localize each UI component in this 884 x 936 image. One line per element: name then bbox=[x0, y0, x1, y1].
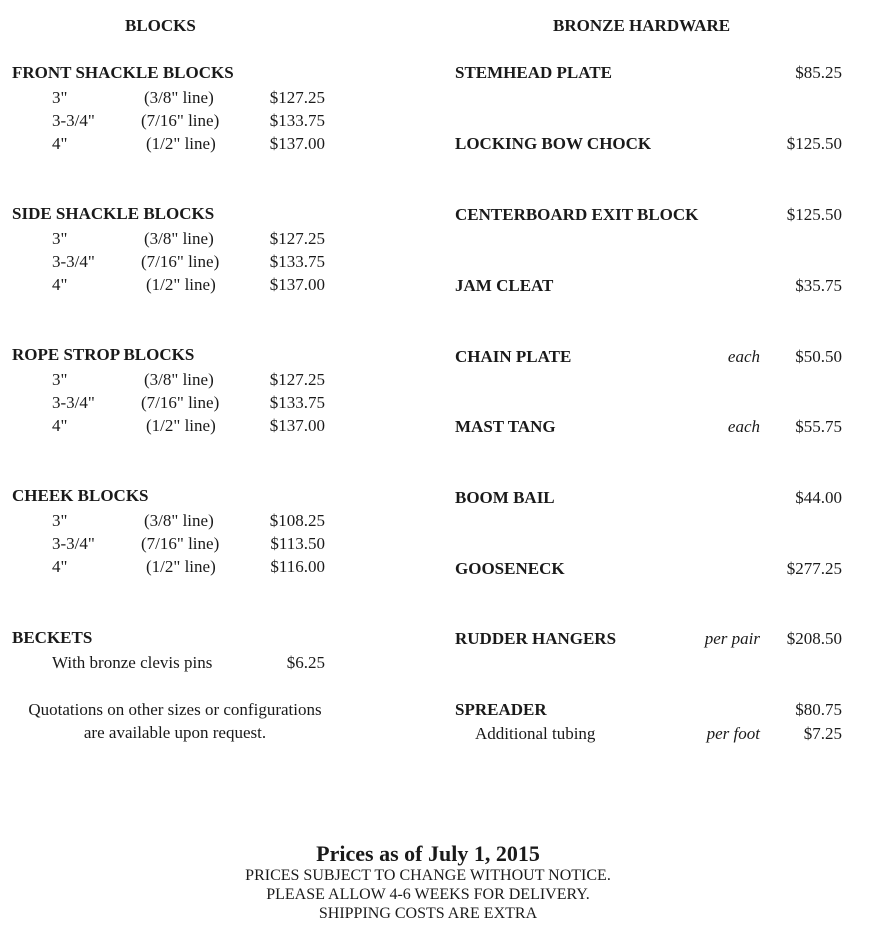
block-line-size: (7/16" line) bbox=[141, 111, 220, 130]
hardware-item-price: $44.00 bbox=[795, 488, 842, 507]
block-line-size: (1/2" line) bbox=[146, 134, 216, 153]
section-title: FRONT SHACKLE BLOCKS bbox=[12, 63, 234, 82]
block-price: $127.25 bbox=[269, 88, 325, 107]
block-line-size: (3/8" line) bbox=[144, 511, 214, 530]
hardware-item-name: JAM CLEAT bbox=[455, 276, 554, 295]
hardware-item-unit: each bbox=[727, 417, 760, 436]
block-size: 3" bbox=[52, 511, 68, 530]
block-price: $127.25 bbox=[269, 370, 325, 389]
block-size: 3-3/4" bbox=[52, 111, 95, 130]
hardware-item-name: MAST TANG bbox=[455, 417, 556, 436]
block-price: $137.00 bbox=[269, 416, 325, 435]
block-size: 3" bbox=[52, 370, 68, 389]
section-title: BECKETS bbox=[12, 628, 93, 647]
hardware-item-name: BOOM BAIL bbox=[455, 488, 555, 507]
footer-notice-line2: PLEASE ALLOW 4-6 WEEKS FOR DELIVERY. bbox=[266, 886, 590, 903]
hardware-item-name: CHAIN PLATE bbox=[455, 347, 572, 366]
block-price: $108.25 bbox=[269, 511, 325, 530]
block-size: 3-3/4" bbox=[52, 534, 95, 553]
blocks-column-title: BLOCKS bbox=[125, 16, 196, 35]
hardware-item-price: $55.75 bbox=[795, 417, 842, 436]
block-line-size: (7/16" line) bbox=[141, 393, 220, 412]
section-title: ROPE STROP BLOCKS bbox=[12, 345, 195, 364]
hardware-item-price: $50.50 bbox=[795, 347, 842, 366]
quotation-note-line1: Quotations on other sizes or configurations bbox=[28, 700, 322, 719]
hardware-item-name: GOOSENECK bbox=[455, 559, 565, 578]
block-size: 4" bbox=[52, 416, 68, 435]
block-size: 3-3/4" bbox=[52, 393, 95, 412]
section-title: CHEEK BLOCKS bbox=[12, 486, 149, 505]
spreader-extra-price: $7.25 bbox=[803, 724, 842, 743]
block-price: $127.25 bbox=[269, 229, 325, 248]
hardware-item-price: $208.50 bbox=[786, 629, 842, 648]
block-price: $116.00 bbox=[270, 557, 325, 576]
block-price: $133.75 bbox=[269, 393, 325, 412]
block-price: $137.00 bbox=[269, 134, 325, 153]
hardware-item-name: RUDDER HANGERS bbox=[455, 629, 617, 648]
hardware-item-price: $125.50 bbox=[786, 205, 842, 224]
hardware-item-price: $35.75 bbox=[795, 276, 842, 295]
prices-date-headline: Prices as of July 1, 2015 bbox=[316, 841, 540, 866]
footer-notice-line3: SHIPPING COSTS ARE EXTRA bbox=[318, 905, 538, 922]
spreader-extra-description: Additional tubing bbox=[475, 724, 596, 743]
block-size: 3" bbox=[52, 229, 68, 248]
hardware-item-price: $80.75 bbox=[795, 700, 842, 719]
hardware-item-name: LOCKING BOW CHOCK bbox=[455, 134, 652, 153]
block-size: 4" bbox=[52, 557, 68, 576]
block-line-size: (3/8" line) bbox=[144, 229, 214, 248]
block-price: $133.75 bbox=[269, 111, 325, 130]
block-size: 3" bbox=[52, 88, 68, 107]
becket-description: With bronze clevis pins bbox=[52, 653, 213, 672]
hardware-item-price: $85.25 bbox=[795, 63, 842, 82]
block-line-size: (1/2" line) bbox=[146, 416, 216, 435]
hardware-item-unit: each bbox=[727, 347, 760, 366]
hardware-item-name: STEMHEAD PLATE bbox=[455, 63, 612, 82]
block-line-size: (7/16" line) bbox=[141, 534, 220, 553]
hardware-item-name: CENTERBOARD EXIT BLOCK bbox=[455, 205, 699, 224]
section-title: SIDE SHACKLE BLOCKS bbox=[12, 204, 215, 223]
block-size: 3-3/4" bbox=[52, 252, 95, 271]
block-line-size: (1/2" line) bbox=[146, 275, 216, 294]
hardware-item-price: $125.50 bbox=[786, 134, 842, 153]
footer-notice-line1: PRICES SUBJECT TO CHANGE WITHOUT NOTICE. bbox=[245, 867, 611, 884]
becket-price: $6.25 bbox=[286, 653, 325, 672]
hardware-item-name: SPREADER bbox=[455, 700, 547, 719]
block-size: 4" bbox=[52, 275, 68, 294]
block-price: $113.50 bbox=[270, 534, 325, 553]
block-line-size: (3/8" line) bbox=[144, 88, 214, 107]
hardware-item-unit: per pair bbox=[704, 629, 760, 648]
quotation-note-line2: are available upon request. bbox=[83, 723, 267, 742]
hardware-item-price: $277.25 bbox=[786, 559, 842, 578]
spreader-extra-unit: per foot bbox=[706, 724, 760, 743]
block-size: 4" bbox=[52, 134, 68, 153]
block-line-size: (3/8" line) bbox=[144, 370, 214, 389]
block-price: $133.75 bbox=[269, 252, 325, 271]
block-price: $137.00 bbox=[269, 275, 325, 294]
block-line-size: (1/2" line) bbox=[146, 557, 216, 576]
hardware-column-title: BRONZE HARDWARE bbox=[553, 16, 731, 35]
block-line-size: (7/16" line) bbox=[141, 252, 220, 271]
